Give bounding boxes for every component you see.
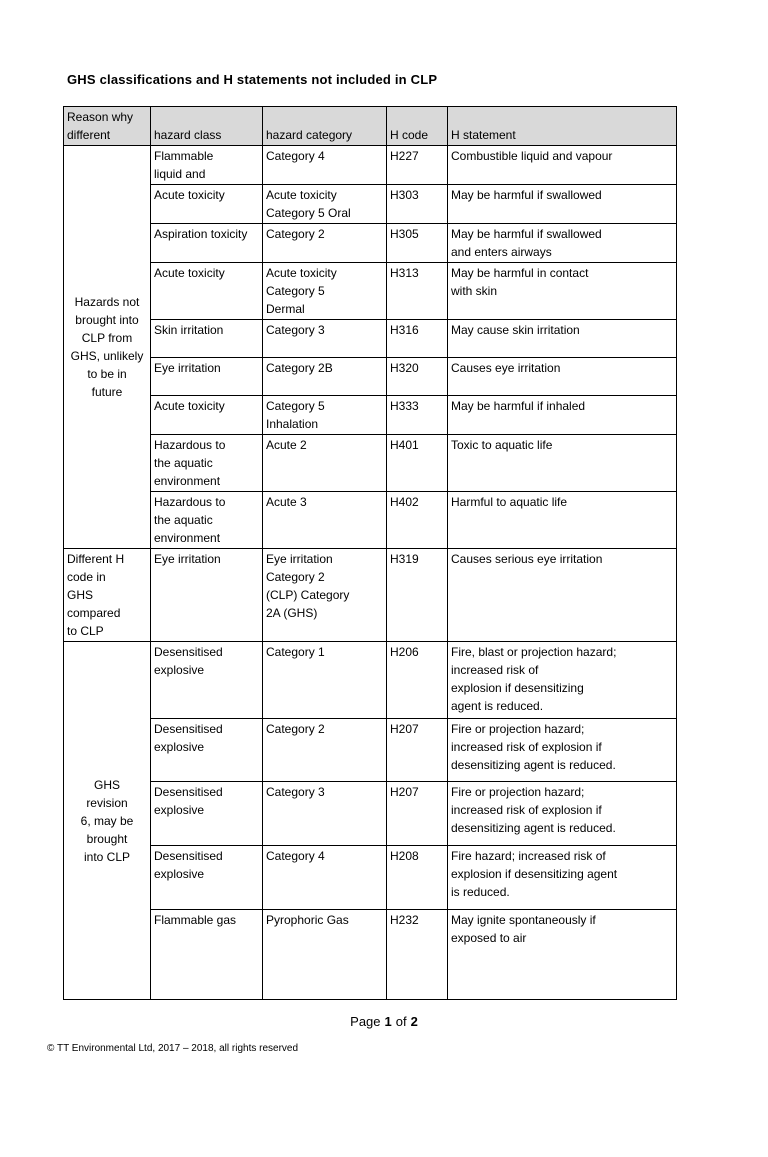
hazard-class-cell: Flammable gas	[151, 910, 263, 1000]
h-code-cell: H227	[387, 146, 448, 185]
hazard-category-cell: Category 5 Inhalation	[263, 396, 387, 435]
hazard-category-cell: Category 2	[263, 719, 387, 782]
document-page	[0, 72, 768, 1157]
hazard-category-cell: Acute 2	[263, 435, 387, 492]
table-row	[64, 358, 677, 396]
page-number-prefix: Page	[350, 1014, 381, 1029]
table-row	[64, 435, 677, 492]
hazard-class-cell: Eye irritation	[151, 358, 263, 396]
h-statement-cell: May ignite spontaneously if exposed to air	[448, 910, 677, 1000]
h-code-cell: H313	[387, 263, 448, 320]
h-statement-cell: Fire hazard; increased risk of explosion if desensitizing agent is reduced.	[448, 846, 677, 910]
h-statement-cell: Fire or projection hazard; increased risk of explosion if desensitizing agent is reduced.	[448, 719, 677, 782]
page-number-total: 2	[410, 1014, 418, 1029]
hazard-category-cell: Pyrophoric Gas	[263, 910, 387, 1000]
h-code-cell: H305	[387, 224, 448, 263]
table-row	[64, 224, 677, 263]
page-number-middle: of	[395, 1014, 407, 1029]
h-code-cell: H333	[387, 396, 448, 435]
h-code-cell: H320	[387, 358, 448, 396]
hazard-class-cell: Acute toxicity	[151, 396, 263, 435]
header-cell: Reason why different	[64, 107, 151, 146]
hazard-class-cell: Hazardous to the aquatic environment	[151, 492, 263, 549]
table-body	[64, 146, 677, 1000]
copyright-text: © TT Environmental Ltd, 2017 – 2018, all rights reserved	[47, 1043, 299, 1054]
hazard-class-cell: Acute toxicity	[151, 263, 263, 320]
reason-why-different-cell: GHS revision 6, may be brought into CLP	[64, 642, 151, 1000]
reason-why-different-cell: Hazards not brought into CLP from GHS, unlikely to be in future	[64, 146, 151, 549]
hazard-class-cell: Flammable liquid and	[151, 146, 263, 185]
hazard-category-cell: Category 3	[263, 782, 387, 846]
hazard-class-cell: Acute toxicity	[151, 185, 263, 224]
h-code-cell: H232	[387, 910, 448, 1000]
h-code-cell: H207	[387, 719, 448, 782]
h-code-cell: H206	[387, 642, 448, 719]
header-cell: H code	[387, 107, 448, 146]
hazard-category-cell: Category 2	[263, 224, 387, 263]
hazard-class-cell: Hazardous to the aquatic environment	[151, 435, 263, 492]
h-code-cell: H402	[387, 492, 448, 549]
h-statement-cell: May be harmful if swallowed and enters airways	[448, 224, 677, 263]
h-statement-cell: Combustible liquid and vapour	[448, 146, 677, 185]
table-row	[64, 263, 677, 320]
table-row	[64, 719, 677, 782]
h-code-cell: H208	[387, 846, 448, 910]
hazard-class-cell: Desensitised explosive	[151, 846, 263, 910]
h-code-cell: H319	[387, 549, 448, 642]
table-row	[64, 320, 677, 358]
reason-why-different-cell: Different H code in GHS compared to CLP	[64, 549, 151, 642]
h-statement-cell: Harmful to aquatic life	[448, 492, 677, 549]
hazard-category-cell: Acute toxicity Category 5 Dermal	[263, 263, 387, 320]
ghs-classifications-table	[63, 106, 677, 1000]
hazard-category-cell: Category 1	[263, 642, 387, 719]
h-statement-cell: Causes serious eye irritation	[448, 549, 677, 642]
h-code-cell: H207	[387, 782, 448, 846]
table-row	[64, 910, 677, 1000]
h-statement-cell: May be harmful if swallowed	[448, 185, 677, 224]
h-statement-cell: May be harmful in contact with skin	[448, 263, 677, 320]
header-row	[64, 107, 677, 146]
hazard-class-cell: Desensitised explosive	[151, 642, 263, 719]
hazard-category-cell: Acute toxicity Category 5 Oral	[263, 185, 387, 224]
hazard-class-cell: Desensitised explosive	[151, 719, 263, 782]
header-cell: H statement	[448, 107, 677, 146]
table-row	[64, 146, 677, 185]
hazard-category-cell: Category 3	[263, 320, 387, 358]
table-row	[64, 782, 677, 846]
hazard-class-cell: Skin irritation	[151, 320, 263, 358]
hazard-class-cell: Aspiration toxicity	[151, 224, 263, 263]
hazard-class-cell: Desensitised explosive	[151, 782, 263, 846]
table-row	[64, 846, 677, 910]
table-header-row	[64, 107, 677, 146]
hazard-category-cell: Category 2B	[263, 358, 387, 396]
table-row	[64, 642, 677, 719]
h-statement-cell: Causes eye irritation	[448, 358, 677, 396]
h-code-cell: H401	[387, 435, 448, 492]
h-statement-cell: Toxic to aquatic life	[448, 435, 677, 492]
header-cell: hazard category	[263, 107, 387, 146]
page-number-current: 1	[384, 1014, 392, 1029]
table-row	[64, 492, 677, 549]
hazard-class-cell: Eye irritation	[151, 549, 263, 642]
h-code-cell: H316	[387, 320, 448, 358]
page-title: GHS classifications and H statements not included in CLP	[67, 72, 438, 87]
header-cell: hazard class	[151, 107, 263, 146]
table-row	[64, 549, 677, 642]
hazard-category-cell: Acute 3	[263, 492, 387, 549]
hazard-category-cell: Category 4	[263, 146, 387, 185]
h-statement-cell: Fire or projection hazard; increased risk of explosion if desensitizing agent is reduced.	[448, 782, 677, 846]
hazard-category-cell: Category 4	[263, 846, 387, 910]
h-statement-cell: Fire, blast or projection hazard; increased risk of explosion if desensitizing agent is reduced.	[448, 642, 677, 719]
h-statement-cell: May cause skin irritation	[448, 320, 677, 358]
h-statement-cell: May be harmful if inhaled	[448, 396, 677, 435]
hazard-category-cell: Eye irritation Category 2 (CLP) Category 2A (GHS)	[263, 549, 387, 642]
table-row	[64, 396, 677, 435]
h-code-cell: H303	[387, 185, 448, 224]
page-number	[0, 1014, 768, 1029]
table-row	[64, 185, 677, 224]
